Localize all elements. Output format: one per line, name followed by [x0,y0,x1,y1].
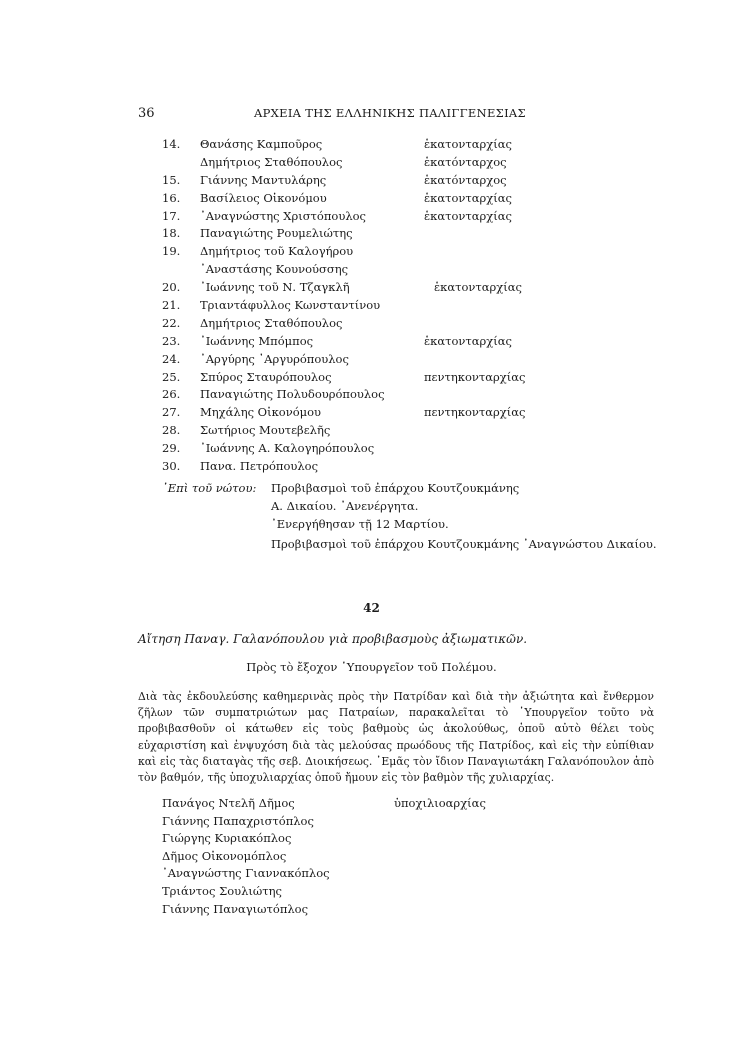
roster-number: 25. [162,369,181,384]
roster-name: ᾿Ιωάννης Α. Καλογηρόπουλος [200,441,375,456]
roster-row [162,405,582,423]
roster-number: 23. [162,333,181,348]
document-title: Αἴτηση Παναγ. Γαλανόπουλου γιὰ προβιβασμοὺς ἀξιωματικῶν. [138,632,528,646]
petitioner-row [162,884,582,902]
roster-number: 26. [162,387,181,402]
roster-name: Δημήτριος Σταθόπουλος [200,315,343,330]
roster-name: Γιάννης Μαντυλάρης [200,172,327,187]
roster-row [162,226,582,244]
roster-row [162,423,582,441]
roster-number: 29. [162,441,181,456]
document-number: 42 [363,601,380,615]
petitioner-name: ᾿Αναγνώστης Γιαννακόπλος [162,866,330,881]
roster-row [162,316,582,334]
petitioner-name: Γιάννης Παναγιωτόπλος [162,901,309,916]
roster-number: 20. [162,280,181,295]
roster-row [162,352,582,370]
roster-name: ᾿Ιωάννης τοῦ Ν. Τζαγκλῆ [200,280,350,295]
roster-name: Μηχάλης Οἰκονόμου [200,405,322,420]
page-number: 36 [138,106,155,121]
roster-row [162,387,582,405]
roster-rank: ἑκατονταρχίας [424,190,512,205]
roster-name: Πανα. Πετρόπουλος [200,459,319,474]
roster-row [162,280,582,298]
roster-name: Παναγιώτης Πολυδουρόπουλος [200,387,385,402]
document-addressee: Πρὸς τὸ ἔξοχον ῾Υπουργεῖον τοῦ Πολέμου. [246,660,497,674]
roster-rank: ἑκατονταρχίας [424,208,512,223]
roster-rank: πεντηκονταρχίας [424,405,526,420]
roster-name: Παναγιώτης Ρουμελιώτης [200,226,353,241]
roster-name: ᾿Ιωάννης Μπόμπος [200,333,314,348]
petitioner-row [162,814,582,832]
petitioner-name: Γιώργης Κυριακόπλος [162,831,292,846]
roster-row [162,191,582,209]
roster-number: 14. [162,137,181,151]
petitioner-row [162,902,582,920]
verso-note-line: Προβιβασμοὶ τοῦ ἐπάρχου Κουτζουκμάνης ᾿Αναγνώστου Δικαίου. [271,537,657,551]
roster-row [162,441,582,459]
roster-row [162,244,582,262]
roster-name: ᾿Αναστάσης Κουνούσσης [200,262,349,277]
petitioner-row [162,796,582,814]
petitioner-row [162,831,582,849]
roster-name: Θανάσης Καμποῦρος [200,137,323,151]
roster-number: 15. [162,172,181,187]
roster-name: ᾿Αργύρης ᾿Αργυρόπουλος [200,351,349,366]
roster-row [162,173,582,191]
roster-row [162,262,582,280]
verso-note-label: ᾿Επὶ τοῦ νώτου: [162,481,257,495]
petitioner-name: Πανάγος Ντελῆ Δῆμος [162,796,295,810]
verso-note-line: ᾿Ενεργήθησαν τῇ 12 Μαρτίου. [271,517,449,531]
officer-roster [162,137,582,477]
roster-number: 17. [162,208,181,223]
roster-number: 16. [162,190,181,205]
roster-number: 28. [162,423,181,438]
page-header [138,106,618,126]
roster-row [162,459,582,477]
roster-number: 30. [162,459,181,474]
roster-name: ᾿Αναγνώστης Χριστόπουλος [200,208,366,223]
roster-rank: ἑκατόνταρχος [424,154,507,169]
roster-row [162,155,582,173]
roster-row [162,137,582,155]
roster-name: Σωτήριος Μουτεβελῆς [200,423,331,438]
roster-rank: πεντηκονταρχίας [424,369,526,384]
petitioner-name: Γιάννης Παπαχριστόπλος [162,813,314,828]
verso-note-line: Α. Δικαίου. ᾿Ανενέργητα. [271,499,419,513]
roster-number: 24. [162,351,181,366]
roster-name: Τριαντάφυλλος Κωνσταντίνου [200,298,381,313]
petitioner-row [162,849,582,867]
petitioner-name: Τριάντος Σουλιώτης [162,883,282,898]
roster-rank: ἑκατονταρχίας [424,137,512,151]
roster-name: Δημήτριος Σταθόπουλος [200,154,343,169]
roster-rank: ἑκατόνταρχος [424,172,507,187]
roster-row [162,334,582,352]
roster-number: 21. [162,298,181,313]
roster-row [162,209,582,227]
petitioner-name: Δῆμος Οἰκονομόπλος [162,848,287,863]
document-body: Διὰ τὰς ἐκδουλεύσης καθημερινὰς πρὸς τὴν Πατρίδαν καὶ διὰ τὴν ἀξιώτητα καὶ ἔνθερμον ζῆλων τῶν συμπατριώτων μας Πατραίων, παρακαλεῖται τὸ ῾Υπουργεῖον τοῦτο νὰ προβιβασθοῦν οἱ κάτωθεν εἰς τοὺς βαθμοὺς ὡς ἀκολούθως, ὁποῦ αὐτὸ θέλει τοὺς εὐχαριστίση καὶ ἐνψυχόση διὰ τὰς μελούσας πρωόδους τῆς Πατρίδος, καὶ εἰς τὴν εὐπίθιαν καὶ εἰς τὰς διαταγὰς τῆς σεβ. Διοικήσεως. ᾿Εμᾶς τὸν ἴδιον Παναγιωτάκη Γαλανόπουλον ἀπὸ τὸν βαθμόν, τῆς ὑποχυλιαρχίας ὁποῦ ἤμουν εἰς τὸν βαθμὸν τῆς χυλιαρχίας. [138,690,654,785]
roster-name: Δημήτριος τοῦ Καλογήρου [200,244,354,259]
roster-row [162,370,582,388]
roster-number: 27. [162,405,181,420]
roster-number: 18. [162,226,181,241]
roster-name: Σπύρος Σταυρόπουλος [200,369,332,384]
roster-rank: ἑκατονταρχίας [434,280,522,295]
petitioner-row [162,866,582,884]
running-title: ΑΡΧΕΙΑ ΤΗΣ ΕΛΛΗΝΙΚΗΣ ΠΑΛΙΓΓΕΝΕΣΙΑΣ [254,106,526,120]
roster-number: 22. [162,315,181,330]
petitioner-list [162,796,582,919]
petitioner-rank: ὑποχιλιοαρχίας [394,796,486,810]
roster-number: 19. [162,244,181,259]
roster-rank: ἑκατονταρχίας [424,333,512,348]
verso-note-line: Προβιβασμοὶ τοῦ ἐπάρχου Κουτζουκμάνης [271,481,520,495]
roster-row [162,298,582,316]
roster-name: Βασίλειος Οἰκονόμου [200,190,327,205]
